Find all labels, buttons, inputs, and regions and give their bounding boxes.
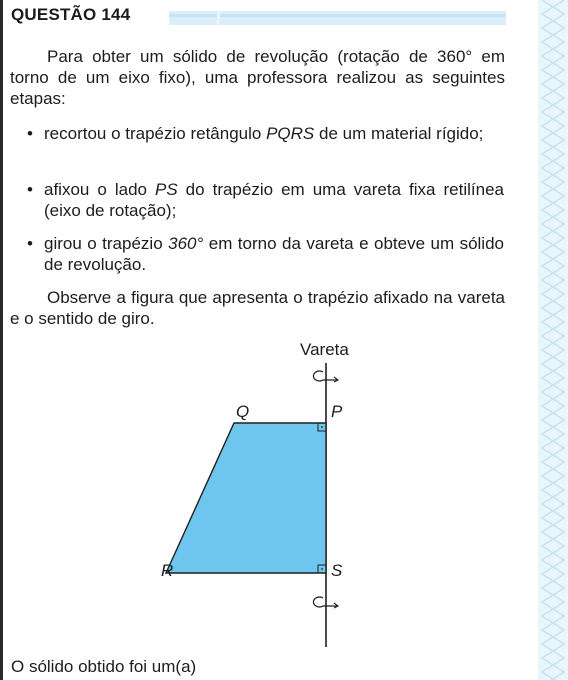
vertex-label-p: P [331, 402, 343, 421]
trapezoid-figure [150, 335, 380, 655]
step-item-3: • girou o trapézio 360° em torno da vareta e obteve um sólido de revolução. [27, 234, 504, 274]
step-item-2: • afixou o lado PS do trapézio em uma vareta fixa retilínea (eixo de rotação); [27, 180, 504, 220]
vertex-label-r: R [161, 561, 174, 580]
step-1-italic: PQRS [266, 124, 315, 143]
question-header [11, 2, 506, 30]
observe-paragraph [10, 287, 505, 329]
title-decor-bar [169, 11, 506, 25]
trapezoid-shape [166, 423, 326, 573]
question-title: QUESTÃO 144 [11, 5, 131, 24]
bullet-icon: • [27, 234, 33, 253]
vertex-label-s: S [331, 561, 343, 580]
side-decor-band [538, 0, 568, 680]
left-border-line [0, 0, 3, 680]
bullet-icon: • [27, 180, 33, 199]
step-2-italic: PS [154, 180, 178, 199]
intro-text: Para obter um sólido de revolução (rotação de 360° em torno de um eixo fixo), uma professora realizou as seguintes etapas: [10, 47, 505, 108]
trapezoid-diagram [150, 335, 380, 655]
bullet-icon: • [27, 124, 33, 143]
intro-paragraph [10, 46, 505, 109]
observe-text: Observe a figura que apresenta o trapézio afixado na vareta e o sentido de giro. [10, 288, 505, 328]
vertex-label-q: Q [236, 402, 250, 421]
step-3-italic: 360° [168, 234, 204, 253]
step-item-1: • recortou o trapézio retângulo PQRS de um material rígido; [27, 124, 484, 143]
footer-question-text: O sólido obtido foi um(a) [11, 657, 197, 676]
rod-label: Vareta [300, 340, 349, 359]
